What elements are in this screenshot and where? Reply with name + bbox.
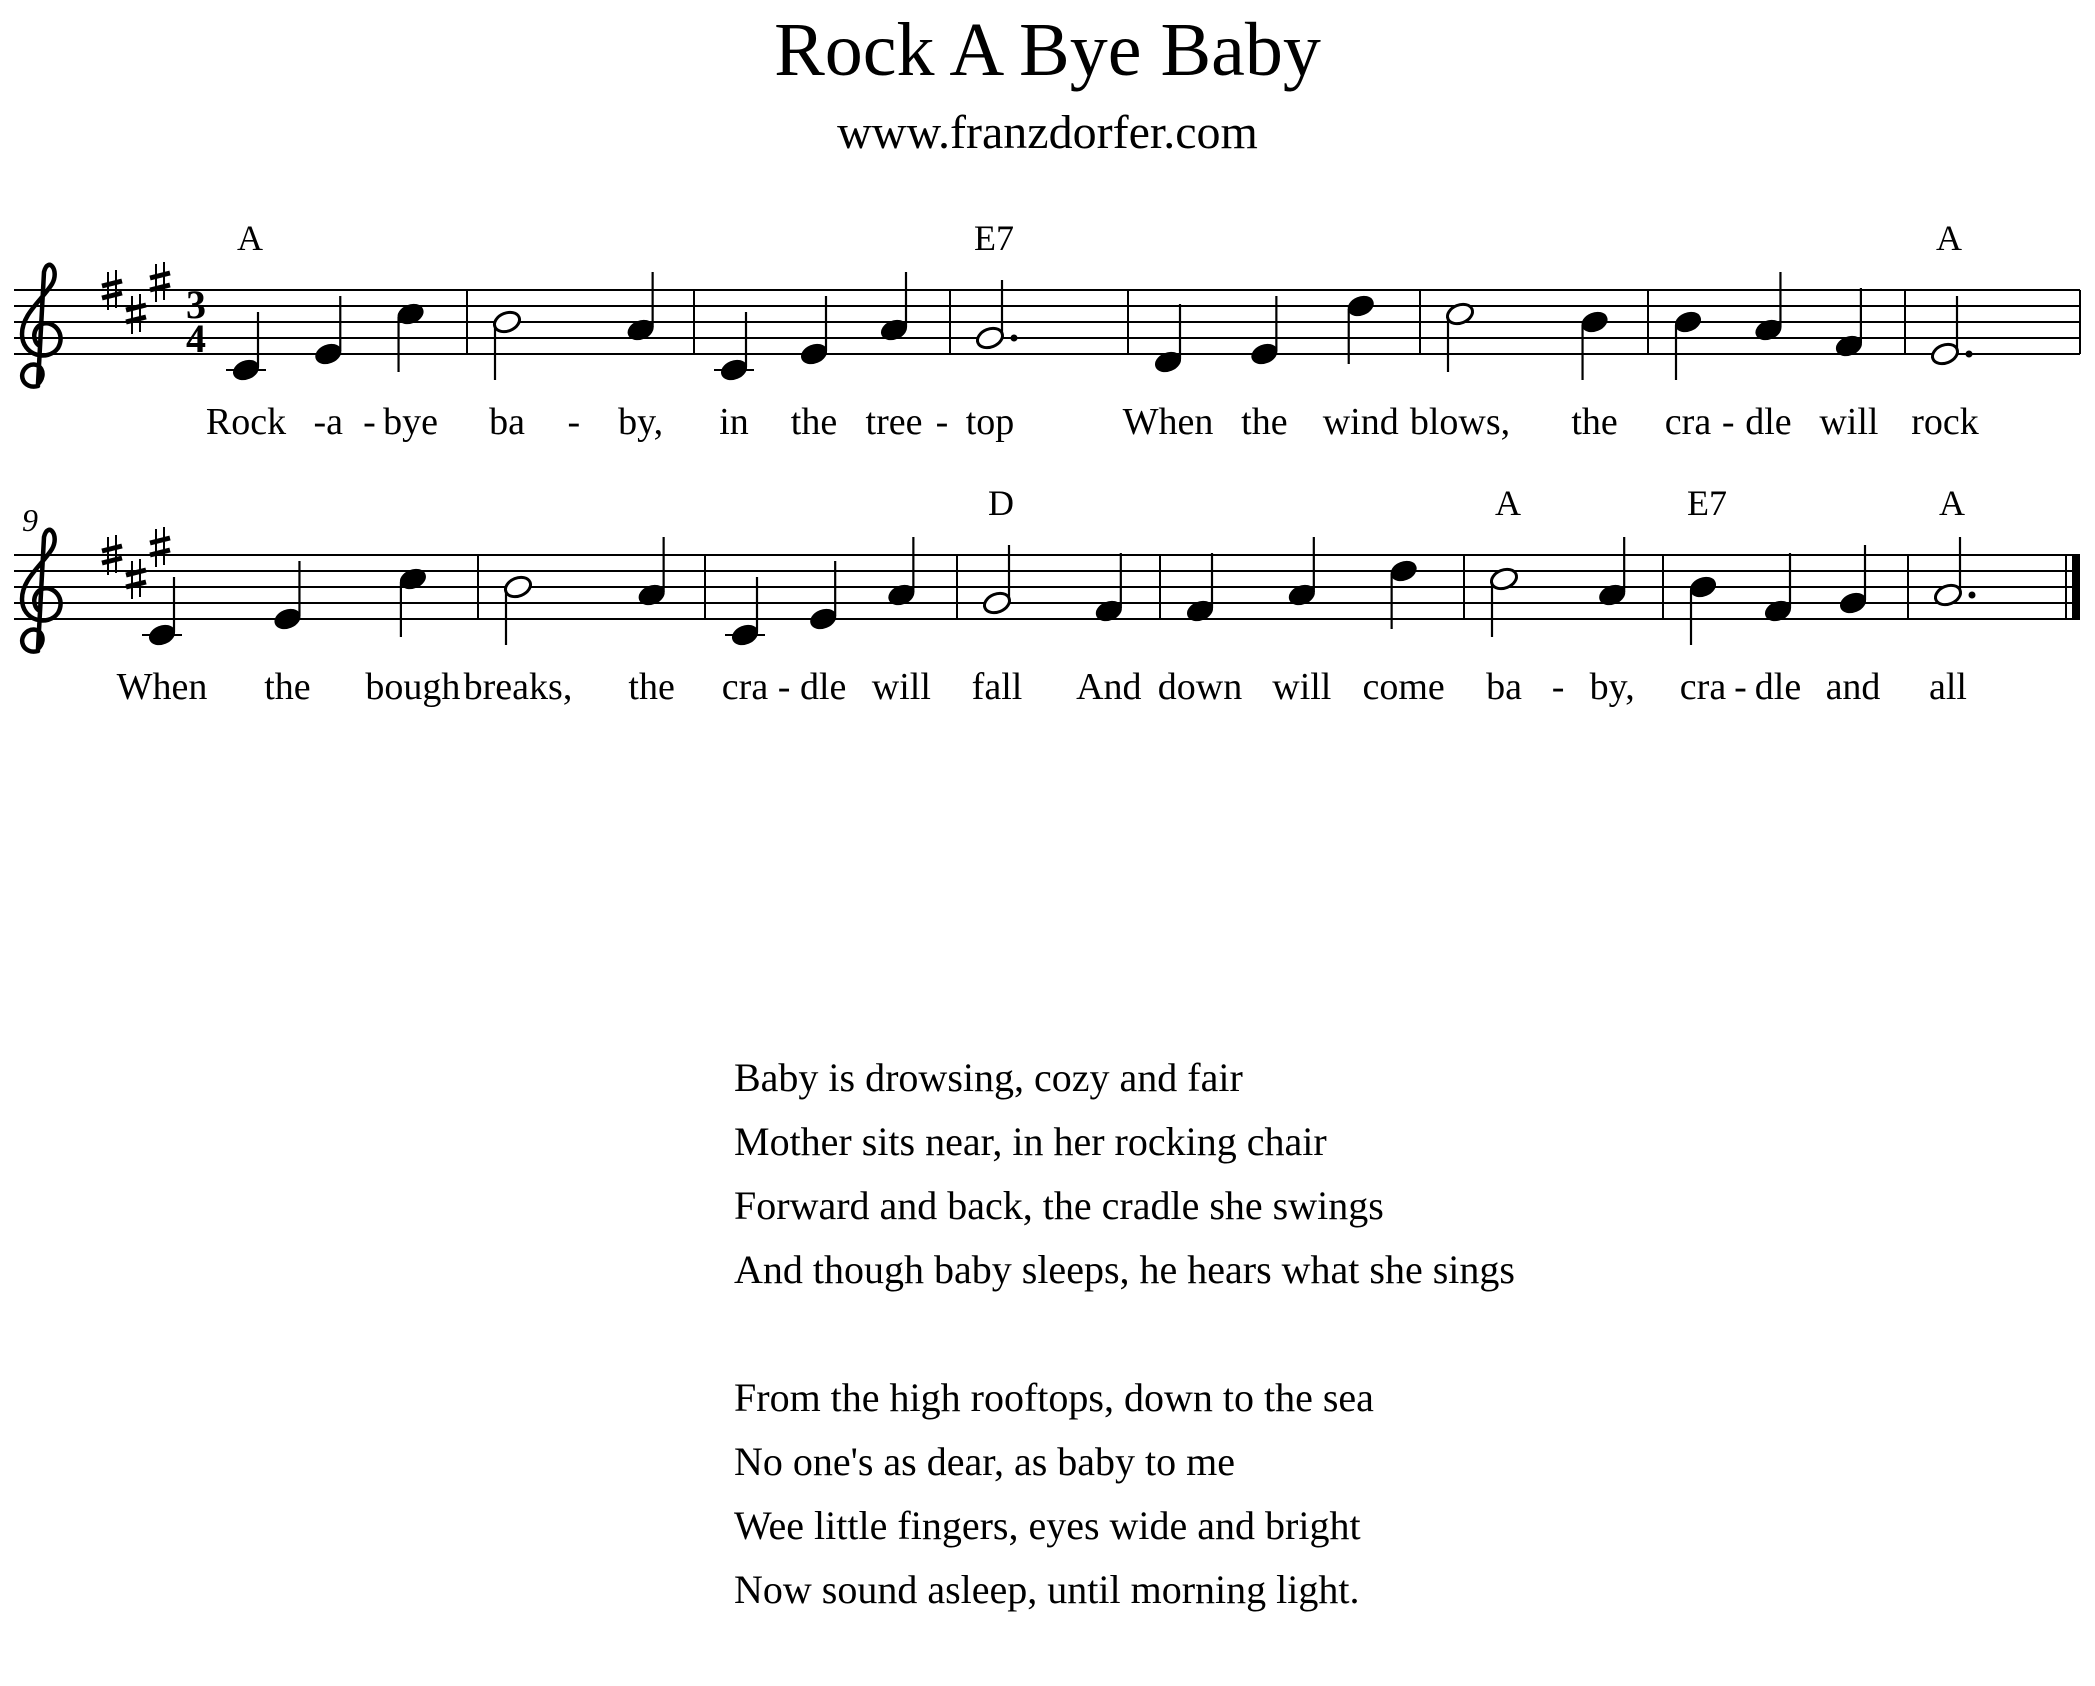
- notehead: [1345, 293, 1376, 319]
- notehead: [395, 301, 426, 327]
- lyric-syllable: will: [1819, 401, 1879, 443]
- verse-line: From the high rooftops, down to the sea: [734, 1375, 1374, 1420]
- lyric-syllable: -: [1734, 666, 1747, 708]
- note: [1763, 553, 1794, 624]
- notehead: [1673, 309, 1704, 335]
- notehead: [1185, 598, 1216, 624]
- sharp-icon: [126, 559, 146, 599]
- lyric-syllable: And: [1076, 666, 1142, 708]
- notehead: [799, 341, 830, 367]
- treble-clef-icon: [22, 265, 61, 387]
- measure-number: 9: [22, 502, 38, 538]
- lyric-syllable: tree: [865, 401, 923, 443]
- verse-line: And though baby sleeps, he hears what she sings: [734, 1247, 1515, 1292]
- lyric-syllable: bye: [383, 401, 438, 443]
- time-signature-bottom: 4: [186, 316, 206, 361]
- note: [1597, 537, 1628, 608]
- notehead: [1833, 333, 1864, 359]
- sharp-bar: [102, 546, 122, 551]
- lyric-syllable: will: [1272, 666, 1332, 708]
- website-link[interactable]: www.franzdorfer.com: [837, 106, 1258, 159]
- notehead: [1688, 574, 1719, 600]
- lyric-syllable: the: [1571, 401, 1618, 443]
- lyric-syllable: by,: [618, 401, 664, 443]
- lyric-syllable: blows,: [1409, 401, 1511, 443]
- notehead: [625, 317, 656, 343]
- chord-symbol: A: [237, 218, 263, 258]
- song-title: Rock A Bye Baby: [774, 8, 1321, 92]
- lyric-syllable: -a: [313, 401, 344, 443]
- sharp-icon: [126, 294, 146, 334]
- lyric-syllable: cra: [1679, 666, 1727, 708]
- lyric-syllable: and: [1825, 666, 1881, 708]
- lyric-syllable: dle: [1754, 666, 1802, 708]
- chord-symbol: A: [1939, 483, 1965, 523]
- verse-line: Now sound asleep, until morning light.: [734, 1567, 1360, 1612]
- treble-clef-stroke: [22, 265, 61, 387]
- sharp-icon: [150, 527, 170, 567]
- note: [492, 309, 523, 380]
- note: [395, 301, 426, 372]
- note: [1579, 309, 1610, 380]
- notehead: [808, 606, 839, 632]
- sharp-bar: [150, 538, 170, 543]
- note: [1286, 537, 1317, 608]
- verse-line: Mother sits near, in her rocking chair: [734, 1119, 1327, 1164]
- sharp-bar: [102, 293, 122, 298]
- lyric-syllable: When: [116, 666, 208, 708]
- note: [397, 566, 428, 637]
- lyric-syllable: cra: [721, 666, 769, 708]
- lyric-syllable: -: [1721, 401, 1735, 443]
- notehead: [636, 582, 667, 608]
- notehead: [879, 317, 910, 343]
- notehead: [886, 582, 917, 608]
- note: [1489, 566, 1520, 637]
- lyric-syllable: by,: [1589, 666, 1635, 708]
- lyric-syllable: ba: [489, 401, 525, 443]
- lyric-syllable: the: [264, 666, 311, 708]
- lyric-syllable: the: [1241, 401, 1288, 443]
- notehead: [1286, 582, 1317, 608]
- lyric-syllable: fall: [971, 666, 1023, 708]
- notehead: [1445, 301, 1476, 327]
- lyric-syllable: breaks,: [463, 666, 573, 708]
- note: [1153, 304, 1184, 375]
- sharp-bar: [150, 273, 170, 278]
- note: [1833, 288, 1864, 359]
- notehead: [1597, 582, 1628, 608]
- augmentation-dot: [1966, 351, 1973, 358]
- lyric-syllable: When: [1122, 401, 1214, 443]
- note: [1445, 301, 1476, 372]
- lyric-syllable: will: [871, 666, 931, 708]
- notehead: [1763, 598, 1794, 624]
- verse-line: Baby is drowsing, cozy and fair: [734, 1055, 1243, 1100]
- note: [1185, 553, 1216, 624]
- lyric-syllable: -: [777, 666, 791, 708]
- notehead: [1753, 317, 1784, 343]
- verses: [734, 1046, 1984, 1686]
- sharp-bar: [102, 281, 122, 286]
- augmentation-dot: [1969, 592, 1976, 599]
- note: [1688, 574, 1719, 645]
- lyric-syllable: bough: [365, 666, 461, 708]
- note: [1673, 309, 1704, 380]
- notehead: [1838, 590, 1869, 616]
- note: [1093, 553, 1124, 624]
- notehead: [1579, 309, 1610, 335]
- note: [886, 537, 917, 608]
- notehead: [1153, 349, 1184, 375]
- chord-symbol: A: [1936, 218, 1962, 258]
- lyric-syllable: top: [965, 401, 1015, 443]
- verse-stanza-1: [734, 1046, 1984, 1302]
- sharp-bar: [102, 558, 122, 563]
- notehead: [397, 566, 428, 592]
- notehead: [272, 606, 303, 632]
- notehead: [1930, 341, 1961, 367]
- lyric-syllable: rock: [1911, 401, 1979, 443]
- lyric-syllable: dle: [1745, 401, 1792, 443]
- notehead: [313, 341, 344, 367]
- notehead: [1489, 566, 1520, 592]
- verse-line: Forward and back, the cradle she swings: [734, 1183, 1384, 1228]
- chord-symbol: A: [1495, 483, 1521, 523]
- chord-symbol: E7: [1687, 483, 1727, 523]
- notehead: [1093, 598, 1124, 624]
- notehead: [503, 574, 534, 600]
- verse-line: No one's as dear, as baby to me: [734, 1439, 1236, 1484]
- note: [636, 537, 667, 608]
- lyric-syllable: down: [1157, 666, 1243, 708]
- lyric-syllable: -: [363, 401, 376, 443]
- lyric-syllable: -: [1551, 666, 1565, 708]
- note: [1753, 272, 1784, 343]
- lyric-syllable: all: [1929, 666, 1967, 708]
- lyric-syllable: Rock: [205, 401, 287, 443]
- sharp-icon: [150, 262, 170, 302]
- notehead: [492, 309, 523, 335]
- lyric-syllable: dle: [799, 666, 847, 708]
- lyric-syllable: in: [719, 401, 749, 443]
- lyric-syllable: wind: [1322, 401, 1399, 443]
- treble-clef-icon: [22, 530, 61, 652]
- notehead: [1388, 558, 1419, 584]
- verse-stanza-2: [734, 1366, 1984, 1622]
- lyric-syllable: the: [790, 401, 838, 443]
- verse-line: Wee little fingers, eyes wide and bright: [734, 1503, 1361, 1548]
- lyric-syllable: cra: [1664, 401, 1712, 443]
- chord-symbol: D: [988, 483, 1014, 523]
- notehead: [1249, 341, 1280, 367]
- lyric-syllable: come: [1362, 666, 1445, 708]
- lyric-syllable: ba: [1486, 666, 1522, 708]
- chord-symbol: E7: [974, 218, 1014, 258]
- lyric-syllable: -: [567, 401, 581, 443]
- note: [1933, 537, 1976, 608]
- note: [625, 272, 656, 343]
- augmentation-dot: [1011, 335, 1018, 342]
- note: [879, 272, 910, 343]
- lyric-syllable: -: [935, 401, 949, 443]
- notehead: [982, 590, 1013, 616]
- treble-clef-stroke: [22, 530, 61, 652]
- notehead: [975, 325, 1006, 351]
- lyric-syllable: the: [628, 666, 675, 708]
- notehead: [1933, 582, 1964, 608]
- time-signature-top: 3: [186, 282, 206, 327]
- note: [503, 574, 534, 645]
